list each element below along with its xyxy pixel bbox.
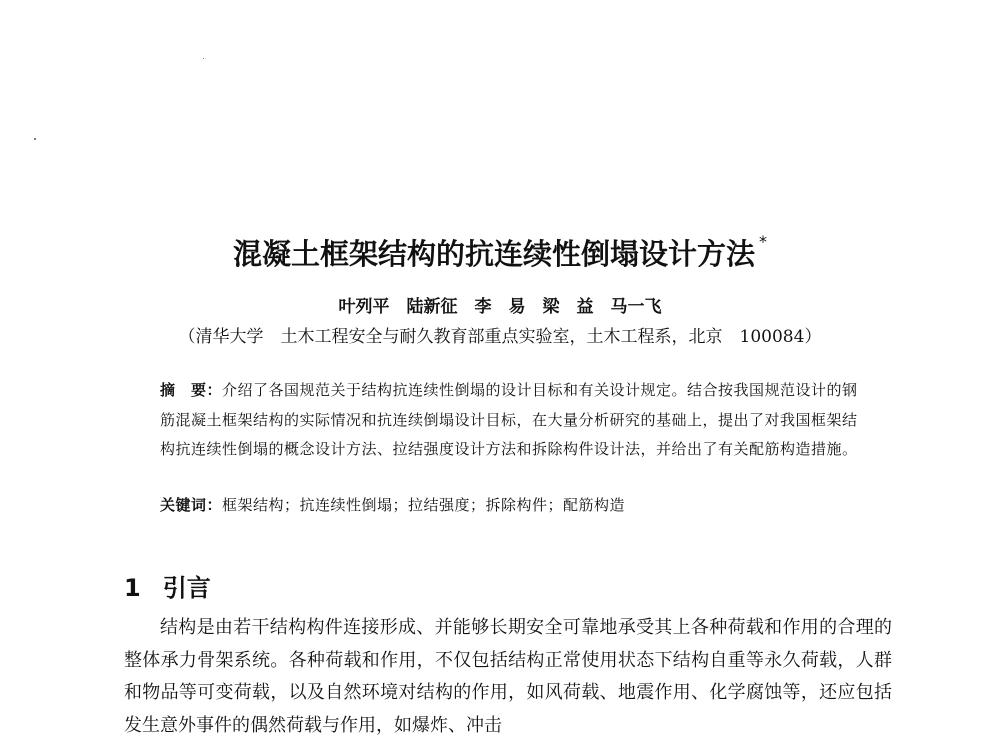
scan-speck <box>203 58 204 59</box>
keywords-label: 关键词： <box>160 496 223 514</box>
section-number: 1 <box>124 574 141 602</box>
paper-title-block <box>0 232 1000 273</box>
section-title: 引言 <box>162 574 211 602</box>
affiliation: （清华大学 土木工程安全与耐久教育部重点实验室，土木工程系，北京 100084） <box>178 327 822 347</box>
body-paragraph: 结构是由若干结构构件连接形成、并能够长期安全可靠地承受其上各种荷载和作用的合理的整体承力骨架系统。各种荷载和作用，不仅包括结构正常使用状态下结构自重等永久荷载，人群和物品等可变荷载，以及自然环境对结构的作用，如风荷载、地震作用、化学腐蚀等，还应包括发生意外事件的偶然荷载与作用，如爆炸、冲击 <box>124 617 892 736</box>
scan-speck <box>34 138 36 140</box>
paper-title: 混凝土框架结构的抗连续性倒塌设计方法 <box>232 237 755 271</box>
author-list: 叶列平 陆新征 李 易 梁 益 马一飞 <box>338 297 662 317</box>
keywords-text: 框架结构；抗连续性倒塌；拉结强度；拆除构件；配筋构造 <box>222 496 626 514</box>
abstract-label: 摘 要： <box>160 381 223 399</box>
keywords <box>160 494 860 515</box>
title-footnote-mark: * <box>759 232 767 251</box>
abstract <box>160 376 860 465</box>
section-heading <box>124 568 211 603</box>
abstract-text: 介绍了各国规范关于结构抗连续性倒塌的设计目标和有关设计规定。结合按我国规范设计的钢筋混凝土框架结构的实际情况和抗连续倒塌设计目标，在大量分析研究的基础上，提出了对我国框架结构抗连续性倒塌的概念设计方法、拉结强度设计方法和拆除构件设计法，并给出了有关配筋构造措施。 <box>160 381 858 458</box>
body-paragraph-block <box>124 612 892 742</box>
